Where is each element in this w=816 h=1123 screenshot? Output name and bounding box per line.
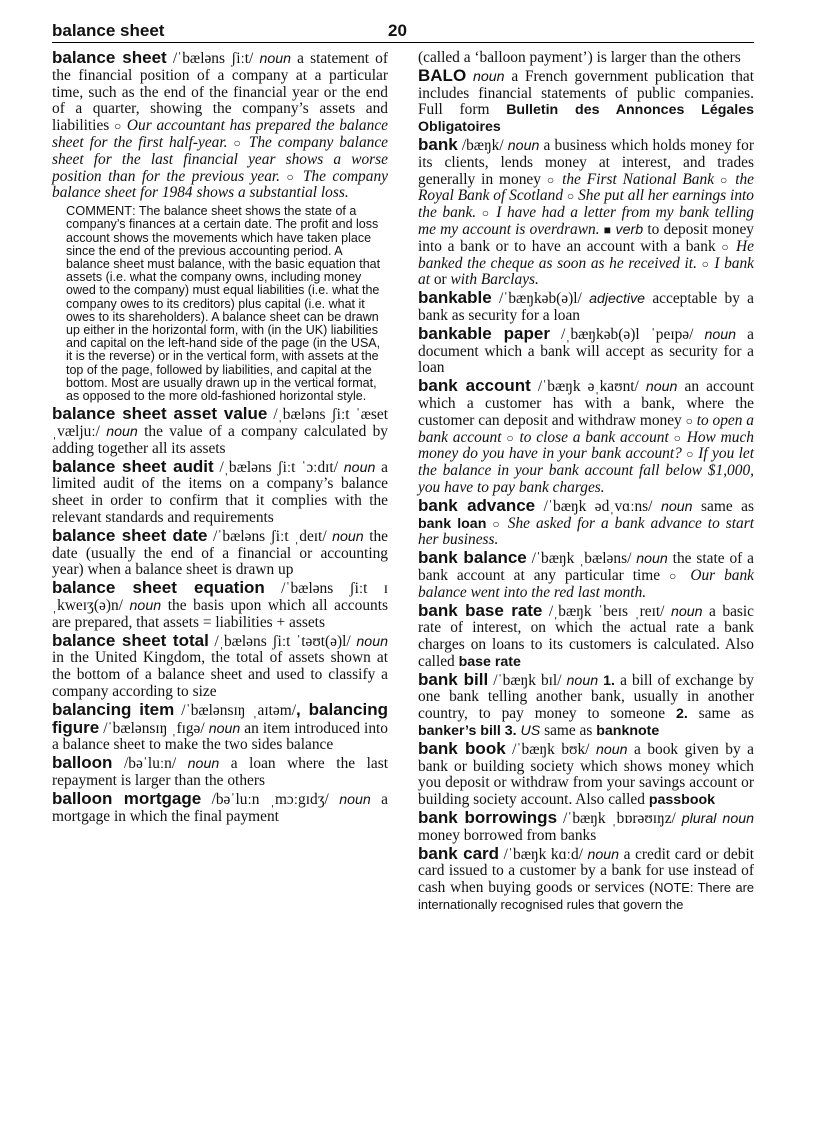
headword: bank book bbox=[418, 738, 506, 758]
headword-variant: balancing figure bbox=[52, 699, 388, 737]
definition: in the United Kingdom, the total of assets shown at the bottom of a balance sheet and used to classify a company according to size bbox=[52, 649, 388, 700]
example: to close a bank account bbox=[519, 428, 669, 446]
definition: a bill of exchange by one bank telling another bank, usually in another country, to pay money to someone bbox=[418, 671, 754, 723]
note-label: NOTE bbox=[654, 880, 690, 896]
definition: the basis upon which all accounts are prepared, that assets = liabilities + assets bbox=[52, 596, 388, 631]
entry-balo bbox=[418, 65, 755, 136]
entry-balance-sheet bbox=[52, 50, 388, 202]
dictionary-page bbox=[52, 20, 755, 913]
headword: bank account bbox=[418, 376, 531, 396]
definition: money borrowed from banks bbox=[418, 826, 597, 844]
pronunciation: /ˈbæləns ʃiːt ɪ ˌkweɪʒ(ə)n/ bbox=[52, 580, 388, 614]
definition: (called a ‘balloon payment’) is larger than the others bbox=[418, 49, 741, 66]
part-of-speech: noun bbox=[259, 51, 292, 67]
example: If you let the balance in your bank account fall below $1,000, you have to pay bank charges. bbox=[418, 445, 755, 496]
definition: to deposit money into a bank or to have an account with a bank bbox=[418, 220, 754, 255]
definition: a French government publication that includes financial statements of public companies. Full form bbox=[418, 67, 754, 119]
circle-icon: ○ bbox=[719, 172, 730, 187]
headword: balance sheet equation bbox=[52, 578, 265, 598]
page-header bbox=[52, 20, 754, 43]
pronunciation: /ˌbæŋk ˈbeɪs ˌreɪt/ bbox=[542, 602, 671, 620]
square-icon: ■ bbox=[603, 222, 612, 237]
headword: balloon mortgage bbox=[52, 788, 202, 808]
sense-number: 1. bbox=[603, 672, 616, 689]
pronunciation: /ˈbæŋk kɑːd/ bbox=[499, 845, 588, 863]
entry-balance-sheet-audit bbox=[52, 456, 388, 527]
part-of-speech: noun bbox=[339, 791, 371, 808]
definition: acceptable by a bank as security for a loan bbox=[418, 290, 754, 324]
entry-balloon bbox=[52, 755, 388, 790]
definition: a credit card or debit card issued to a customer by a bank for use instead of cash when buying goods or services ( bbox=[418, 845, 754, 897]
definition: same as bbox=[692, 497, 754, 515]
definition: a statement of the financial position of a company at a particular time, such as the end of the financial year or the end of a quarter, showing the company’s assets and liabilities bbox=[52, 50, 388, 135]
part-of-speech: noun bbox=[332, 528, 364, 545]
part-of-speech: noun bbox=[343, 459, 376, 476]
circle-icon: ○ bbox=[481, 206, 491, 221]
left-column bbox=[52, 50, 388, 826]
sense-number: 3. bbox=[500, 723, 517, 740]
pronunciation: /ˈbæləns ʃiːt/ bbox=[166, 50, 260, 67]
headword: BALO bbox=[418, 65, 467, 85]
entry-bankable bbox=[418, 290, 754, 325]
pronunciation: /ˈbæləns ʃiːt ˌdeɪt/ bbox=[207, 527, 333, 545]
part-of-speech: noun bbox=[670, 603, 703, 620]
headword: bank advance bbox=[418, 495, 536, 515]
separator: , bbox=[295, 699, 309, 719]
example: with Barclays. bbox=[450, 271, 539, 289]
headword: bankable paper bbox=[418, 323, 550, 343]
headword: balance sheet bbox=[52, 48, 167, 67]
circle-icon: ○ bbox=[686, 447, 694, 462]
pronunciation: /ˈbæŋk bɪl/ bbox=[488, 671, 567, 689]
full-form: Bulletin des Annonces Légales Obligatoires bbox=[418, 102, 755, 136]
example: The company balance sheet for 1984 shows a substantial loss. bbox=[52, 167, 388, 202]
example: Our bank balance went into the red last month. bbox=[418, 566, 754, 601]
headword: balancing item bbox=[52, 699, 175, 719]
part-of-speech: noun bbox=[129, 597, 162, 614]
circle-icon: ○ bbox=[233, 135, 243, 150]
pronunciation: /ˌbæləns ʃiːt ˈɔːdɪt/ bbox=[213, 458, 344, 476]
circle-icon: ○ bbox=[506, 430, 515, 445]
example: Our accountant has prepared the balance sheet for the first half-year. bbox=[52, 117, 388, 151]
pronunciation: /ˈbæŋk bʊk/ bbox=[505, 740, 596, 758]
entry-bank bbox=[418, 134, 755, 289]
pronunciation: /ˈbæŋk ˌbɒrəʊɪŋz/ bbox=[557, 810, 682, 828]
sense-number: 2. bbox=[675, 706, 688, 723]
page-number: 20 bbox=[388, 21, 407, 40]
example: The company balance sheet for the last financial year shows a worse position than for the previous year. bbox=[52, 133, 389, 185]
definition: an account which a customer has with a bank, where the customer can deposit and withdraw money bbox=[418, 378, 754, 429]
definition: a limited audit of the items on a company’s balance sheet in order to confirm that it complies with the relevant standards and requirements bbox=[52, 458, 388, 526]
pronunciation: /ˈbæŋk ˌbæləns/ bbox=[526, 550, 637, 568]
entry-balance-sheet-date bbox=[52, 525, 389, 579]
right-column bbox=[418, 50, 754, 915]
headword: bankable bbox=[418, 288, 492, 308]
cross-reference: banker’s bill bbox=[418, 723, 501, 740]
entry-balance-sheet-equation bbox=[52, 580, 388, 631]
part-of-speech: noun bbox=[472, 68, 505, 85]
definition: a mortgage in which the final payment bbox=[52, 790, 388, 825]
definition: a basic rate of interest, on which the actual rate a bank charges on loans to its customers is calculated. Also called bbox=[418, 602, 754, 670]
definition: a book given by a bank or building society which shows money which you deposit or withdraw from your savings account or building society account. Also called bbox=[418, 740, 755, 809]
headword: bank borrowings bbox=[418, 808, 558, 828]
circle-icon: ○ bbox=[721, 239, 731, 254]
running-head: balance sheet bbox=[52, 21, 165, 40]
pronunciation: /bəˈluːn/ bbox=[112, 755, 188, 773]
note-text: : There are internationally recognised rules that govern the bbox=[418, 880, 754, 913]
definition: same as bbox=[687, 705, 754, 723]
cross-reference: banknote bbox=[596, 723, 660, 740]
example: I bank at bbox=[418, 254, 755, 289]
part-of-speech: noun bbox=[660, 498, 693, 515]
pronunciation: /ˌbæləns ʃiːt ˈtəʊt(ə)l/ bbox=[208, 632, 357, 650]
circle-icon: ○ bbox=[114, 119, 123, 134]
pronunciation: /ˈbælənsɪŋ ˌaɪtəm/ bbox=[174, 701, 296, 719]
headword: bank balance bbox=[418, 548, 527, 568]
entry-balance-sheet-asset-value bbox=[52, 406, 388, 457]
comment-label: COMMENT bbox=[66, 203, 133, 219]
pronunciation: /ˌbæŋkəb(ə)l ˈpeɪpə/ bbox=[549, 325, 705, 343]
part-of-speech: noun bbox=[566, 672, 599, 689]
pronunciation: /ˈbæŋk əˌkaʊnt/ bbox=[530, 378, 646, 396]
example: the Royal Bank of Scotland bbox=[418, 170, 755, 205]
definition: a business which holds money for its clients, lends money at interest, and trades generally in money bbox=[418, 136, 754, 188]
example: I have had a letter from my bank telling me my account is overdrawn. bbox=[418, 204, 754, 238]
part-of-speech: noun bbox=[595, 741, 628, 758]
entry-balance-sheet-total bbox=[52, 630, 388, 701]
part-of-speech: noun bbox=[587, 846, 620, 863]
headword: bank card bbox=[418, 843, 500, 863]
headword: balloon bbox=[52, 753, 113, 773]
cross-reference: base rate bbox=[458, 653, 521, 670]
entry-bank-bill bbox=[418, 669, 754, 740]
circle-icon: ○ bbox=[286, 169, 297, 184]
definition: same as bbox=[540, 722, 597, 740]
part-of-speech: plural noun bbox=[681, 811, 754, 828]
conjunction: or bbox=[429, 271, 451, 289]
part-of-speech: noun bbox=[187, 756, 220, 773]
entry-balancing-item bbox=[52, 699, 388, 754]
entry-bank-base-rate bbox=[418, 600, 754, 671]
part-of-speech: adjective bbox=[589, 291, 646, 308]
part-of-speech: noun bbox=[704, 326, 737, 343]
circle-icon: ○ bbox=[546, 172, 557, 187]
part-of-speech: noun bbox=[645, 379, 678, 396]
pronunciation: /bəˈluːn ˌmɔːgɪdʒ/ bbox=[201, 790, 340, 808]
region-label: US bbox=[516, 723, 541, 740]
circle-icon: ○ bbox=[566, 189, 575, 204]
cross-reference: passbook bbox=[648, 792, 716, 809]
example: the First National Bank bbox=[562, 170, 715, 188]
example: He banked the cheque as soon as he received it. bbox=[418, 237, 754, 272]
entry-bank-advance bbox=[418, 495, 754, 549]
entry-continuation bbox=[418, 50, 754, 67]
part-of-speech: noun bbox=[356, 633, 388, 650]
example: to open a bank account bbox=[418, 411, 755, 446]
comment-block bbox=[66, 204, 388, 403]
definition: the value of a company calculated by adding together all its assets bbox=[52, 423, 388, 457]
headword: bank bbox=[418, 134, 458, 154]
definition: a document which a bank will accept as security for a loan bbox=[418, 325, 754, 377]
headword: balance sheet total bbox=[52, 630, 209, 650]
entry-bank-borrowings bbox=[418, 810, 754, 845]
part-of-speech: noun bbox=[636, 551, 668, 568]
circle-icon: ○ bbox=[492, 516, 502, 531]
headword: balance sheet date bbox=[52, 525, 208, 545]
pronunciation: /bæŋk/ bbox=[457, 136, 508, 154]
circle-icon: ○ bbox=[685, 413, 693, 428]
headword: bank bill bbox=[418, 669, 489, 689]
pronunciation: /ˈbæŋkəb(ə)l/ bbox=[491, 290, 590, 308]
entry-bank-account bbox=[418, 378, 754, 497]
headword: balance sheet audit bbox=[52, 456, 214, 476]
pronunciation: /ˌbæləns ʃiːt ˈæset ˌvæljuː/ bbox=[52, 406, 389, 441]
comment-text: : The balance sheet shows the state of a company’s finances at a certain date. The profit and loss account shows the movements which have taken place since the end of the previous accounting period. A balance sheet must balance, with the basic equation that assets (i.e. what the company owns, including money owed to the company) must equal liabilities (i.e. what the company owes to its creditors) plus capital (i.e. what it owes to its shareholders). A balance sheet can be drawn up either in the horizontal form, with (in the UK) liabilities and capital on the left-hand side of the page (in the USA, it is the reverse) or in the vertical form, with assets at the top of the page, followed by liabilities, and capital at the bottom. Most are usually drawn up in the vertical format, as opposed to the more old-fashioned horizontal style. bbox=[66, 204, 381, 404]
pronunciation: /ˈbælənsɪŋ ˌfɪgə/ bbox=[99, 719, 209, 737]
entry-balloon-mortgage bbox=[52, 788, 388, 826]
circle-icon: ○ bbox=[673, 430, 682, 445]
headword: balance sheet asset value bbox=[52, 404, 268, 424]
definition: the date (usually the end of a financial or accounting year) when a balance sheet is drawn up bbox=[52, 527, 389, 579]
definition: an item introduced into a balance sheet to make the two sides balance bbox=[52, 719, 388, 754]
example: How much money do you have in your bank account? bbox=[418, 428, 754, 463]
entry-bank-book bbox=[418, 738, 755, 809]
circle-icon: ○ bbox=[701, 256, 710, 271]
example: She asked for a bank advance to start her business. bbox=[418, 514, 754, 549]
pronunciation: /ˈbæŋk ədˌvɑːns/ bbox=[535, 497, 661, 515]
circle-icon: ○ bbox=[669, 568, 682, 583]
part-of-speech: noun bbox=[208, 720, 241, 737]
definition: the state of a bank account at any particular time bbox=[418, 550, 754, 584]
headword: bank base rate bbox=[418, 600, 543, 620]
part-of-speech: verb bbox=[615, 221, 644, 238]
part-of-speech: noun bbox=[507, 137, 540, 154]
entry-bank-card bbox=[418, 843, 754, 914]
example: She put all her earnings into the bank. bbox=[418, 187, 754, 222]
cross-reference: bank loan bbox=[418, 515, 487, 532]
entry-bankable-paper bbox=[418, 323, 754, 377]
definition: a loan where the last repayment is larger than the others bbox=[52, 755, 389, 789]
part-of-speech: noun bbox=[106, 424, 138, 441]
entry-bank-balance bbox=[418, 550, 754, 601]
